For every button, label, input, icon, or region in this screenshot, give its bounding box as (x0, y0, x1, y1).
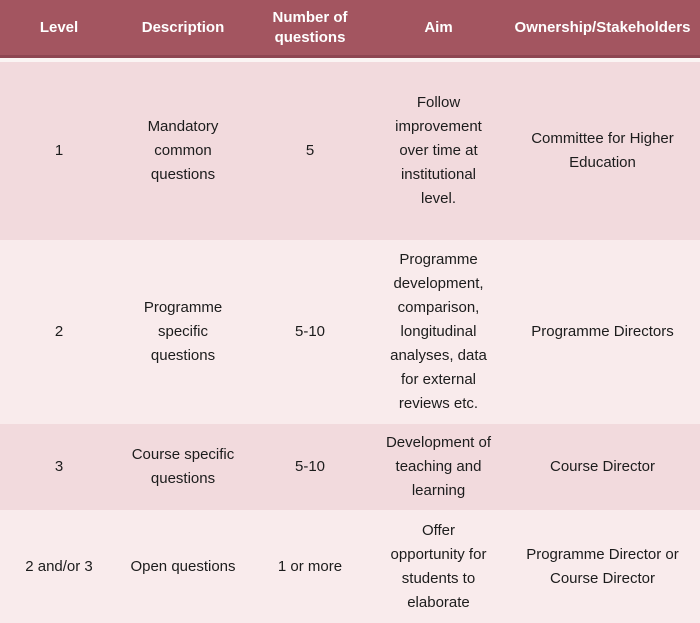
cell-ownership: Course Director (549, 458, 656, 475)
cell-number-of-questions: 5-10 (294, 323, 326, 340)
cell-number-of-questions: 5 (305, 142, 315, 159)
header-cell-number-of-questions: Number of questions (272, 8, 348, 46)
header-cell-ownership: Ownership/Stakeholders (514, 18, 691, 36)
cell-level: 2 and/or 3 (25, 557, 93, 575)
table-row (0, 510, 700, 623)
cell-ownership: Committee for Higher Education (531, 130, 674, 171)
table-row (0, 424, 700, 510)
table-header-row (0, 0, 700, 58)
cell-description: Mandatory common questions (147, 118, 219, 183)
cell-ownership: Programme Directors (531, 323, 674, 340)
cell-aim: Development of teaching and learning (385, 434, 492, 499)
table-row (0, 240, 700, 424)
cell-level: 1 (54, 142, 64, 159)
header-cell-description: Description (141, 18, 225, 36)
cell-description: Open questions (130, 557, 236, 575)
header-cell-level: Level (39, 18, 79, 36)
cell-ownership: Programme Director or Course Director (526, 545, 679, 587)
cell-aim: Follow improvement over time at institutional level. (395, 94, 482, 207)
cell-aim: Offer opportunity for students to elaborate (390, 521, 487, 611)
cell-description: Course specific questions (131, 446, 235, 487)
cell-number-of-questions: 1 or more (277, 557, 343, 575)
header-cell-aim: Aim (424, 18, 453, 36)
cell-aim: Programme development, comparison, longitudinal analyses, data for external reviews etc. (390, 251, 487, 412)
cell-level: 3 (54, 458, 64, 475)
cell-number-of-questions: 5-10 (294, 458, 326, 475)
cell-level: 2 (54, 323, 64, 340)
cell-description: Programme specific questions (143, 299, 223, 364)
table-row (0, 62, 700, 240)
